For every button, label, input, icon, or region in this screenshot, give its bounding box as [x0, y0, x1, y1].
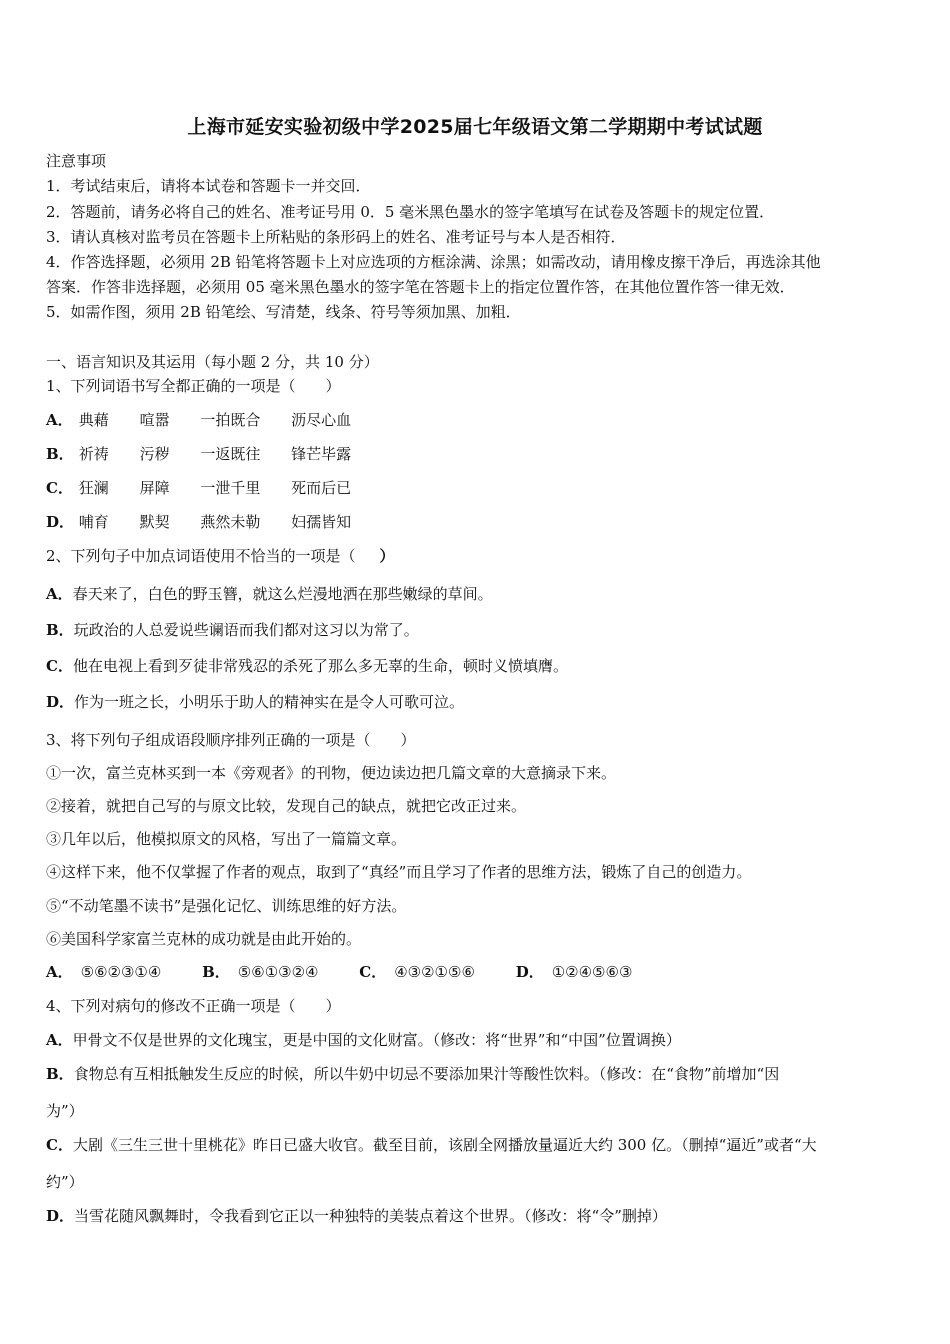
- option-label: A．: [46, 585, 73, 603]
- option-label: D．: [46, 1207, 75, 1225]
- q3-option-c: [359, 962, 475, 982]
- option-text: 甲骨文不仅是世界的文化瑰宝，更是中国的文化财富。（修改：将“世界”和“中国”位置调换）: [72, 1031, 681, 1049]
- q2-option-b: [46, 620, 910, 640]
- notice-item-4-cont: 答案．作答非选择题，必须用 05 毫米黑色墨水的签字笔在答题卡上的指定位置作答，在其他位置作答一律无效．: [46, 278, 795, 296]
- q3-stem: 3、将下列句子组成语段顺序排列正确的一项是（ ）: [46, 731, 416, 749]
- option-text: ⑤⑥②③①④: [80, 963, 162, 981]
- q4-option-a: [46, 1030, 910, 1050]
- notice-item-3: 3．请认真核对监考员在答题卡上所粘贴的条形码上的姓名、准考证号与本人是否相符．: [46, 228, 626, 246]
- option-word: 污秽: [139, 445, 170, 463]
- option-label: D．: [515, 963, 544, 981]
- option-label: D．: [46, 513, 75, 531]
- option-word: 喧嚣: [139, 411, 170, 429]
- option-text: 食物总有互相抵触发生反应的时候，所以牛奶中切忌不要添加果汁等酸性饮料。（修改：在“食物”前增加“因: [73, 1065, 780, 1083]
- q4-option-c: [46, 1135, 910, 1155]
- option-word: 典藉: [78, 411, 109, 429]
- option-word: 一返既往: [200, 445, 261, 463]
- q3-option-d: [516, 962, 633, 982]
- q4-option-b-cont: 为”）: [46, 1102, 84, 1120]
- q3-sentence-5: ⑤“不动笔墨不读书”是强化记忆、训练思维的好方法。: [46, 897, 407, 915]
- option-word: 哺育: [78, 513, 109, 531]
- notice-item-4: 4．作答选择题，必须用 2B 铅笔将答题卡上对应选项的方框涂满、涂黑；如需改动，请用橡皮擦干净后，再选涂其他: [46, 253, 821, 271]
- option-text: 他在电视上看到歹徒非常残忍的杀死了那么多无辜的生命，顿时义愤填膺。: [72, 657, 568, 675]
- option-text: 作为一班之长，小明乐于助人的精神实在是令人可歌可泣。: [74, 693, 465, 711]
- option-word: 死而后已: [291, 479, 352, 497]
- q2-stem-text: 2、下列句子中加点词语使用不恰当的一项是（: [46, 547, 356, 565]
- option-label: A．: [46, 1031, 73, 1049]
- q3-sentence-6: ⑥美国科学家富兰克林的成功就是由此开始的。: [46, 930, 362, 948]
- q3-sentence-1: ①一次，富兰克林买到一本《旁观者》的刊物，便边读边把几篇文章的大意摘录下来。: [46, 764, 617, 782]
- q2-option-a: [46, 584, 910, 604]
- q4-option-d: [46, 1206, 910, 1226]
- q4-option-b: [46, 1064, 910, 1084]
- q1-option-c: [46, 478, 377, 498]
- option-word: 狂澜: [78, 479, 109, 497]
- notice-heading: 注意事项: [46, 152, 107, 170]
- option-word: 一拍既合: [200, 411, 261, 429]
- notice-item-2: 2．答题前，请务必将自己的姓名、准考证号用 0．5 毫米黑色墨水的签字笔填写在试卷及答题卡的规定位置．: [46, 203, 775, 221]
- q2-stem-close: ）: [379, 547, 395, 565]
- option-text: ①②④⑤⑥③: [551, 963, 633, 981]
- notice-item-1: 1．考试结束后，请将本试卷和答题卡一并交回．: [46, 177, 371, 195]
- q1-option-a: [46, 410, 377, 430]
- q3-sentence-3: ③几年以后，他模拟原文的风格，写出了一篇篇文章。: [46, 830, 407, 848]
- option-label: A．: [46, 411, 73, 429]
- q1-option-d: [46, 512, 377, 532]
- option-text: ⑤⑥①③②④: [237, 963, 319, 981]
- option-text: 大剧《三生三世十里桃花》昨日已盛大收官。截至目前，该剧全网播放量逼近大约 300 亿。（删掉“逼近”或者“大: [72, 1136, 817, 1154]
- option-label: C．: [359, 963, 387, 981]
- option-label: B．: [202, 963, 230, 981]
- q2-option-d: [46, 692, 910, 712]
- option-text: ④③②①⑤⑥: [394, 963, 475, 981]
- q2-stem: [46, 546, 910, 566]
- option-label: B．: [46, 1065, 74, 1083]
- option-label: C．: [46, 1136, 73, 1154]
- option-word: 沥尽心血: [291, 411, 352, 429]
- option-text: 春天来了，白色的野玉簪，就这么烂漫地洒在那些嫩绿的草间。: [72, 585, 493, 603]
- option-label: B．: [46, 445, 74, 463]
- q3-option-b: [202, 962, 318, 982]
- section-heading: 一、语言知识及其运用（每小题 2 分，共 10 分）: [46, 353, 379, 371]
- notice-item-5: 5．如需作图，须用 2B 铅笔绘、写清楚，线条、符号等须加黑、加粗．: [46, 303, 521, 321]
- q4-stem: 4、下列对病句的修改不正确一项是（ ）: [46, 997, 341, 1015]
- option-word: 燕然未勒: [200, 513, 261, 531]
- q1-option-b: [46, 444, 377, 464]
- option-label: B．: [46, 621, 74, 639]
- option-label: D．: [46, 693, 75, 711]
- q3-options: [46, 962, 668, 982]
- option-label: C．: [46, 479, 73, 497]
- option-word: 默契: [139, 513, 170, 531]
- option-label: C．: [46, 657, 73, 675]
- q3-sentence-4: ④这样下来，他不仅掌握了作者的观点，取到了“真经”而且学习了作者的思维方法，锻炼了自己的创造力。: [46, 863, 752, 881]
- q3-option-a: [46, 962, 161, 982]
- option-word: 屏障: [139, 479, 170, 497]
- option-word: 锋芒毕露: [291, 445, 352, 463]
- q4-option-c-cont: 约”）: [46, 1173, 84, 1191]
- option-word: 一泄千里: [200, 479, 261, 497]
- q1-stem: 1、下列词语书写全都正确的一项是（ ）: [46, 377, 341, 395]
- option-word: 妇孺皆知: [291, 513, 352, 531]
- option-text: 玩政治的人总爱说些谰语而我们都对这习以为常了。: [73, 621, 419, 639]
- page-title: 上海市延安实验初级中学2025届七年级语文第二学期期中考试试题: [187, 116, 763, 138]
- q3-sentence-2: ②接着，就把自己写的与原文比较，发现自己的缺点，就把它改正过来。: [46, 797, 527, 815]
- q2-option-c: [46, 656, 910, 676]
- option-text: 当雪花随风飘舞时，令我看到它正以一种独特的美装点着这个世界。（修改：将“令”删掉）: [74, 1207, 667, 1225]
- option-word: 祈祷: [78, 445, 109, 463]
- option-label: A．: [46, 963, 73, 981]
